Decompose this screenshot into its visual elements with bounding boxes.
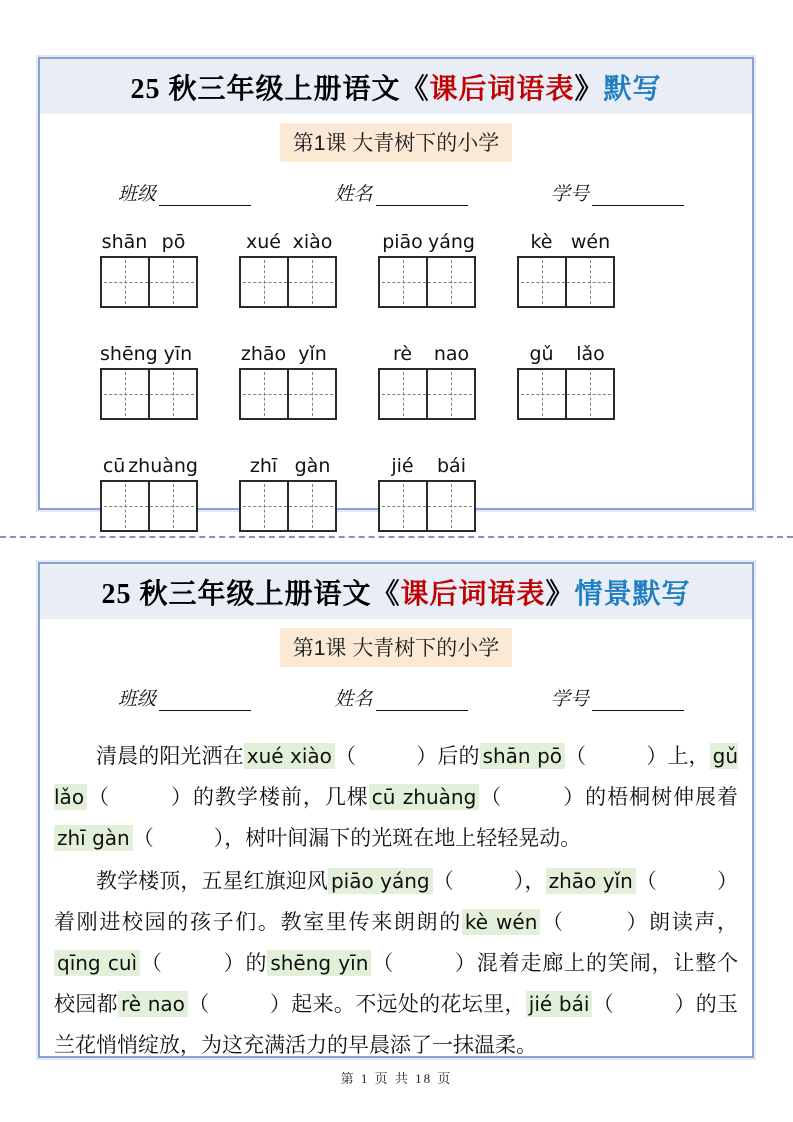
pinyin-syllable: pō [161, 231, 186, 253]
passage-text: 朗读声， [649, 910, 739, 934]
pinyin-hint: shēng yīn [267, 950, 371, 976]
word-grid-list [40, 206, 752, 532]
writing-grid [100, 368, 198, 420]
title-bracket-open: 《 [371, 579, 401, 610]
lesson-heading: 第1课 大青树下的小学 [280, 123, 513, 162]
writing-grid [517, 368, 615, 420]
title-text-red: 课后词语表 [429, 74, 575, 105]
passage-text: 上， [667, 744, 710, 768]
passage-text: 的教学楼前，几棵 [192, 785, 369, 809]
name-label: 姓名 [334, 689, 373, 710]
pinyin-syllable: yǐn [298, 343, 327, 365]
grid-dashed-line [382, 506, 472, 507]
pinyin-label [517, 226, 615, 253]
answer-blank: （ ） [592, 992, 696, 1016]
pinyin-hint: rè nao [118, 991, 188, 1017]
student-number-write-line [592, 186, 684, 206]
student-info-row [40, 684, 752, 711]
pinyin-syllable: nao [433, 343, 470, 365]
writing-grid [517, 256, 615, 308]
pinyin-label [378, 450, 476, 477]
pinyin-syllable: shān [101, 231, 148, 253]
pinyin-syllable: yīn [163, 343, 193, 365]
pinyin-hint: xué xiào [244, 743, 335, 769]
student-info-row [40, 179, 752, 206]
passage [54, 736, 738, 1066]
grid-dashed-line [104, 282, 194, 283]
title-text-black: 25 秋三年级上册语文 [101, 579, 372, 610]
answer-blank: （ ） [87, 785, 193, 809]
pinyin-hint: qīng cuì [54, 950, 140, 976]
pinyin-label [100, 226, 198, 253]
name-write-line [376, 691, 468, 711]
pinyin-syllable: jié [391, 455, 414, 477]
writing-grid [239, 256, 337, 308]
answer-blank: （ ） [132, 826, 225, 850]
answer-blank: （ ） [565, 744, 668, 768]
writing-grid [100, 480, 198, 532]
answer-blank: （ ） [371, 951, 477, 975]
name-field [334, 179, 467, 206]
pinyin-label [100, 338, 198, 365]
passage-text: 的 [245, 951, 268, 975]
pinyin-syllable: lǎo [576, 343, 605, 365]
class-field [118, 684, 251, 711]
pinyin-label [239, 226, 337, 253]
grid-dashed-line [243, 282, 333, 283]
passage-text: 的玉兰花悄悄绽放，为这充满活力的早晨添了一抹温柔。 [54, 992, 739, 1057]
title-bracket-open: 《 [400, 74, 430, 105]
passage-text: 的梧桐树伸展着 [585, 785, 739, 809]
pinyin-syllable: zhāo [240, 343, 287, 365]
student-number-field [551, 179, 684, 206]
answer-blank: （ ） [540, 910, 650, 934]
pinyin-syllable: xiào [292, 231, 333, 253]
student-number-label: 学号 [550, 184, 589, 205]
grid-dashed-line [104, 394, 194, 395]
passage-text: 着刚进校园的孩子们。教室里传来朗朗的 [54, 910, 462, 934]
pinyin-hint: gǔ lǎo [54, 744, 739, 809]
title-text-blue: 情景默写 [574, 579, 691, 610]
passage-text: 教学楼顶，五星红旗迎风 [96, 869, 328, 893]
word-block [100, 226, 198, 308]
word-block [517, 338, 615, 420]
word-block [239, 226, 337, 308]
pinyin-syllable: bái [437, 455, 466, 477]
student-number-write-line [592, 691, 684, 711]
pinyin-label [378, 226, 476, 253]
pinyin-hint: cū zhuàng [369, 784, 479, 810]
word-block [378, 226, 476, 308]
passage-text: ，树叶间漏下的光斑在地上轻轻晃动。 [224, 826, 582, 850]
writing-grid [239, 480, 337, 532]
pinyin-hint: zhī gàn [54, 825, 133, 851]
writing-grid [378, 256, 476, 308]
class-label: 班级 [118, 184, 157, 205]
scenario-dictation-panel [38, 562, 754, 1058]
word-block [378, 338, 476, 420]
title-text-blue: 默写 [603, 74, 662, 105]
lesson-heading: 第1课 大青树下的小学 [280, 628, 513, 667]
grid-dashed-line [382, 394, 472, 395]
answer-blank: （ ） [479, 785, 586, 809]
pinyin-label [239, 450, 337, 477]
pinyin-hint: kè wén [462, 909, 541, 935]
pinyin-syllable: yáng [428, 231, 475, 253]
passage-paragraph [54, 861, 738, 1066]
pinyin-syllable: xué [246, 231, 281, 253]
pinyin-syllable: kè [530, 231, 553, 253]
name-field [334, 684, 467, 711]
writing-grid [100, 256, 198, 308]
passage-paragraph [54, 736, 738, 859]
grid-dashed-line [104, 506, 194, 507]
answer-blank: （ ） [334, 744, 438, 768]
pinyin-syllable: shēng [100, 343, 158, 365]
dashed-divider [0, 536, 793, 538]
pinyin-syllable: gǔ [529, 343, 554, 365]
pinyin-hint: piāo yáng [328, 868, 433, 894]
grid-dashed-line [243, 506, 333, 507]
grid-dashed-line [521, 282, 611, 283]
writing-grid [239, 368, 337, 420]
answer-blank: （ ） [140, 951, 246, 975]
title-bracket-close: 》 [574, 74, 604, 105]
pinyin-hint: zhāo yǐn [546, 868, 636, 894]
title-text-black: 25 秋三年级上册语文 [130, 74, 401, 105]
title-text-red: 课后词语表 [400, 579, 546, 610]
word-block [239, 338, 337, 420]
pinyin-syllable: rè [392, 343, 413, 365]
name-write-line [376, 186, 468, 206]
class-write-line [159, 691, 251, 711]
name-label: 姓名 [334, 184, 373, 205]
class-field [118, 179, 251, 206]
pinyin-label [100, 450, 198, 477]
pinyin-label [378, 338, 476, 365]
panel-title [40, 59, 752, 114]
pinyin-hint: jié bái [526, 991, 593, 1017]
pinyin-syllable: wén [570, 231, 611, 253]
dictation-panel [38, 57, 754, 510]
answer-blank: （ ） [432, 869, 525, 893]
word-block [239, 450, 337, 532]
title-bracket-close: 》 [545, 579, 575, 610]
passage-text: 混着走廊上的笑闹，让整个校园都 [54, 951, 739, 1016]
word-block [378, 450, 476, 532]
writing-grid [378, 480, 476, 532]
class-write-line [159, 186, 251, 206]
word-block [100, 338, 198, 420]
passage-text: ， [524, 869, 546, 893]
student-number-label: 学号 [550, 689, 589, 710]
grid-dashed-line [382, 282, 472, 283]
panel-title [40, 564, 752, 619]
answer-blank: （ ） [635, 869, 739, 893]
passage-text: 起来。不远处的花坛里， [291, 992, 526, 1016]
grid-dashed-line [521, 394, 611, 395]
pinyin-syllable: zhuàng [128, 455, 198, 477]
pinyin-label [517, 338, 615, 365]
word-block [517, 226, 615, 308]
passage-text: 后的 [437, 744, 480, 768]
answer-blank: （ ） [187, 992, 292, 1016]
word-block [100, 450, 198, 532]
pinyin-syllable: cū [102, 455, 126, 477]
pinyin-syllable: gàn [294, 455, 331, 477]
pinyin-syllable: piāo [382, 231, 423, 253]
class-label: 班级 [118, 689, 157, 710]
student-number-field [551, 684, 684, 711]
page-number: 第 1 页 共 18 页 [340, 1071, 453, 1086]
pinyin-label [239, 338, 337, 365]
pinyin-syllable: zhī [249, 455, 278, 477]
pinyin-hint: shān pō [480, 743, 565, 769]
passage-text: 清晨的阳光洒在 [96, 744, 244, 768]
grid-dashed-line [243, 394, 333, 395]
writing-grid [378, 368, 476, 420]
